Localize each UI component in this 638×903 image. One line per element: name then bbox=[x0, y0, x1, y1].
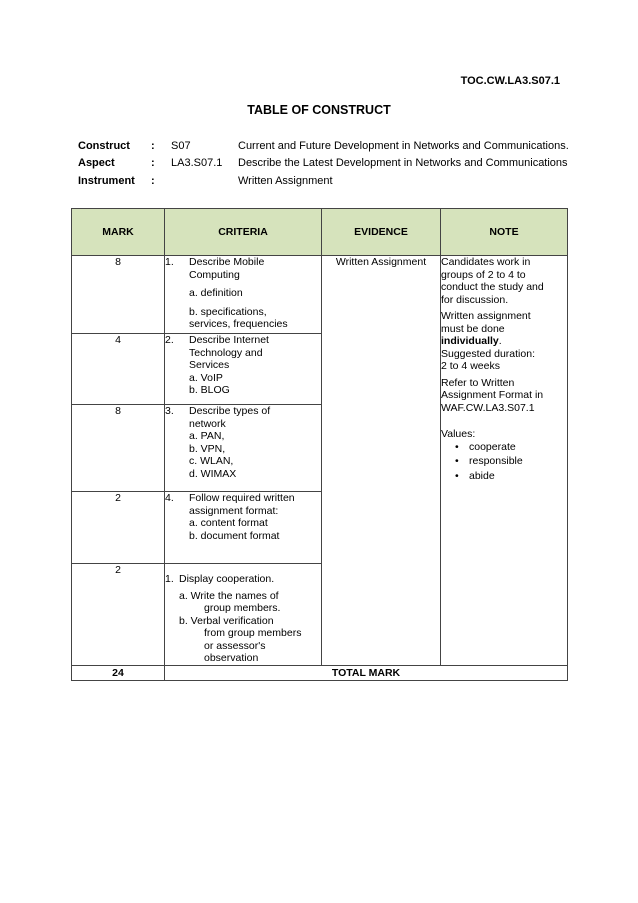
note-line: Refer to Written bbox=[441, 376, 515, 389]
criteria-sub: b. BLOG bbox=[189, 384, 230, 396]
criteria-item bbox=[165, 256, 321, 281]
meta-label: Aspect bbox=[78, 157, 115, 169]
total-mark: 24 bbox=[72, 665, 165, 680]
meta-description: Describe the Latest Development in Networks and Communications bbox=[238, 157, 568, 169]
note-line: must be done bbox=[441, 322, 505, 335]
criteria-line: Describe types of bbox=[189, 405, 271, 417]
note-line: Suggested duration: bbox=[441, 347, 535, 360]
criteria-number: 2. bbox=[165, 334, 174, 346]
criteria-sub: observation bbox=[204, 652, 259, 664]
criteria-cell bbox=[165, 492, 322, 564]
criteria-sub: from group members bbox=[204, 627, 302, 639]
criteria-line: Describe Internet bbox=[189, 334, 269, 346]
criteria-sub: a. definition bbox=[189, 287, 243, 299]
criteria-line: Computing bbox=[189, 268, 240, 281]
criteria-item bbox=[165, 573, 321, 586]
criteria-cell bbox=[165, 405, 322, 492]
meta-separator: : bbox=[151, 140, 155, 152]
header-row bbox=[72, 209, 568, 256]
table-row bbox=[72, 256, 568, 334]
mark-cell: 8 bbox=[72, 405, 165, 492]
list-item: • abide bbox=[455, 469, 495, 482]
criteria-number: 1. bbox=[165, 573, 174, 585]
mark-cell: 8 bbox=[72, 256, 165, 334]
note-line: for discussion. bbox=[441, 293, 509, 306]
bullet-icon: • bbox=[455, 455, 459, 467]
mark-cell: 4 bbox=[72, 334, 165, 405]
values-list bbox=[441, 441, 567, 483]
criteria-sub: group members. bbox=[204, 602, 281, 614]
note-line: WAF.CW.LA3.S07.1 bbox=[441, 401, 535, 414]
criteria-line: Follow required written bbox=[189, 492, 295, 504]
criteria-line: Describe Mobile bbox=[189, 256, 265, 268]
total-row bbox=[72, 665, 568, 680]
construct-table bbox=[71, 208, 568, 681]
criteria-sub: b. Verbal verification bbox=[179, 614, 274, 627]
criteria-sub: a. VoIP bbox=[189, 371, 223, 384]
note-line: Candidates work in bbox=[441, 256, 531, 268]
meta-separator: : bbox=[151, 157, 155, 169]
criteria-item bbox=[165, 492, 321, 517]
mark-cell: 2 bbox=[72, 564, 165, 666]
list-item: • responsible bbox=[455, 455, 523, 467]
criteria-item bbox=[165, 334, 321, 372]
criteria-sub: services, frequencies bbox=[189, 318, 288, 330]
meta-description: Current and Future Development in Networks and Communications. bbox=[238, 140, 569, 152]
criteria-sub: b. VPN, bbox=[189, 442, 226, 455]
bullet-icon: • bbox=[455, 440, 459, 453]
note-line: Written assignment bbox=[441, 310, 531, 322]
note-cell bbox=[441, 256, 568, 666]
criteria-sub: d. WIMAX bbox=[189, 467, 237, 480]
criteria-cell bbox=[165, 334, 322, 405]
note-emphasis: individually bbox=[441, 335, 499, 347]
total-label: TOTAL MARK bbox=[165, 665, 568, 680]
header-criteria: CRITERIA bbox=[165, 209, 322, 256]
meta-label: Construct bbox=[78, 140, 130, 152]
criteria-item bbox=[165, 405, 321, 430]
criteria-line: Technology and bbox=[189, 346, 263, 359]
criteria-sub: b. specifications, bbox=[189, 305, 267, 318]
criteria-number: 1. bbox=[165, 256, 174, 268]
mark-cell: 2 bbox=[72, 492, 165, 564]
header-note: NOTE bbox=[441, 209, 568, 256]
document-code: TOC.CW.LA3.S07.1 bbox=[460, 75, 560, 87]
criteria-cell bbox=[165, 256, 322, 334]
criteria-sub: c. WLAN, bbox=[189, 455, 234, 467]
note-line: 2 to 4 weeks bbox=[441, 360, 500, 372]
criteria-number: 4. bbox=[165, 492, 174, 504]
meta-code: LA3.S07.1 bbox=[171, 157, 223, 169]
criteria-sub: a. Write the names of bbox=[179, 589, 279, 602]
note-line: conduct the study and bbox=[441, 281, 544, 293]
evidence-cell: Written Assignment bbox=[322, 256, 441, 666]
criteria-line: assignment format: bbox=[189, 504, 279, 517]
bullet-icon: • bbox=[455, 469, 459, 482]
criteria-line: network bbox=[189, 417, 226, 430]
criteria-line: Display cooperation. bbox=[179, 573, 275, 585]
page-title: TABLE OF CONSTRUCT bbox=[247, 103, 391, 117]
criteria-number: 3. bbox=[165, 405, 174, 417]
meta-description: Written Assignment bbox=[238, 175, 333, 187]
meta-code: S07 bbox=[171, 140, 191, 152]
note-line: Assignment Format in bbox=[441, 389, 544, 401]
criteria-sub: a. PAN, bbox=[189, 430, 225, 442]
values-label: Values: bbox=[441, 428, 476, 440]
header-evidence: EVIDENCE bbox=[322, 209, 441, 256]
meta-separator: : bbox=[151, 175, 155, 187]
header-mark: MARK bbox=[72, 209, 165, 256]
criteria-sub: a. content format bbox=[189, 517, 268, 529]
criteria-line: Services bbox=[189, 359, 230, 371]
note-line: individually. bbox=[441, 335, 502, 347]
note-line: groups of 2 to 4 to bbox=[441, 268, 526, 281]
criteria-sub: or assessor's bbox=[204, 639, 266, 652]
list-item: • cooperate bbox=[455, 440, 516, 453]
meta-label: Instrument bbox=[78, 175, 135, 187]
criteria-sub: b. document format bbox=[189, 529, 280, 542]
criteria-cell bbox=[165, 564, 322, 666]
